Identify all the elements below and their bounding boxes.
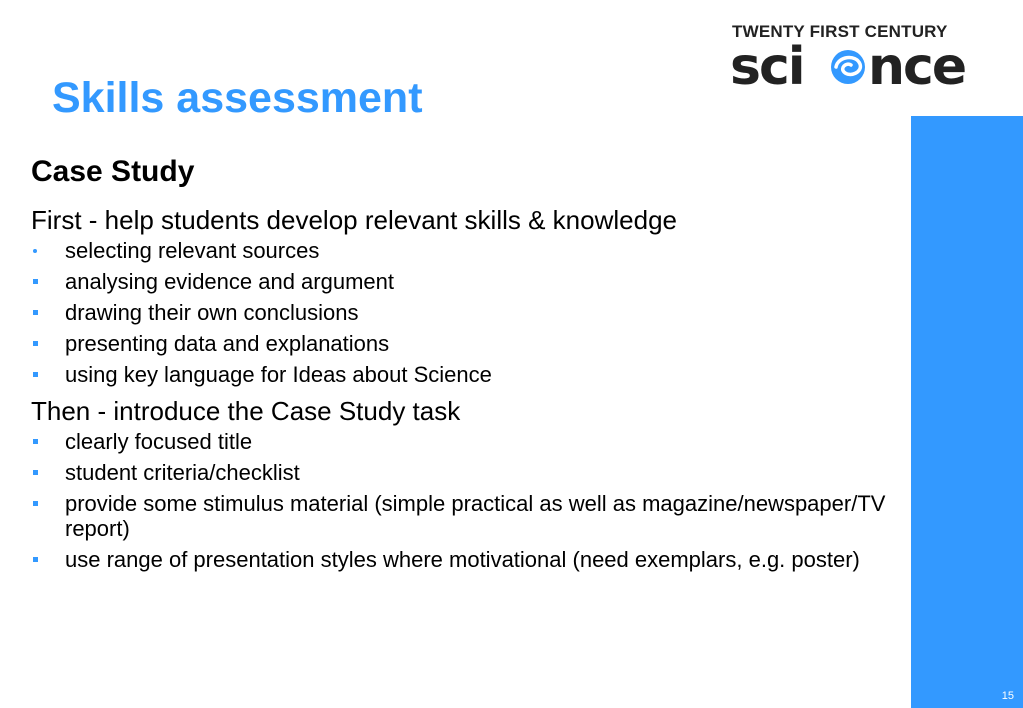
swirl-galaxy-icon	[831, 50, 865, 84]
subheading: Case Study	[31, 155, 195, 188]
slide-title: Skills assessment	[52, 74, 423, 122]
svg-text:sci: sci	[730, 42, 804, 92]
science-wordmark-logo	[730, 42, 992, 92]
task-list	[31, 429, 891, 572]
list-item: analysing evidence and argument	[31, 269, 891, 294]
bullet-square-icon	[33, 372, 38, 377]
list-item: presenting data and explanations	[31, 331, 891, 356]
list-item: using key language for Ideas about Science	[31, 362, 891, 387]
section-heading-first: First - help students develop relevant skills & knowledge	[31, 205, 677, 235]
list-item: use range of presentation styles where motivational (need exemplars, e.g. poster)	[31, 547, 891, 572]
bullet-square-icon	[33, 557, 38, 562]
bullet-square-icon	[33, 279, 38, 284]
logo-tagline: TWENTY FIRST CENTURY	[732, 22, 948, 41]
side-accent-bar	[911, 116, 1023, 708]
bullet-square-icon	[33, 341, 38, 346]
twenty-first-century-science-logo	[730, 22, 990, 90]
list-item: provide some stimulus material (simple practical as well as magazine/newspaper/TV report)	[31, 491, 891, 541]
slide-content	[31, 154, 891, 580]
bullet-square-icon	[33, 310, 38, 315]
list-item: student criteria/checklist	[31, 460, 891, 485]
svg-text:nce: nce	[868, 42, 966, 92]
bullet-square-icon	[33, 501, 38, 506]
list-item: selecting relevant sources	[31, 238, 891, 263]
bullet-square-icon	[33, 470, 38, 475]
page-number: 15	[1001, 690, 1014, 702]
bullet-dot-icon	[33, 249, 37, 253]
list-item: clearly focused title	[31, 429, 891, 454]
bullet-square-icon	[33, 439, 38, 444]
skills-list	[31, 238, 891, 387]
list-item: drawing their own conclusions	[31, 300, 891, 325]
section-heading-then: Then - introduce the Case Study task	[31, 396, 461, 426]
